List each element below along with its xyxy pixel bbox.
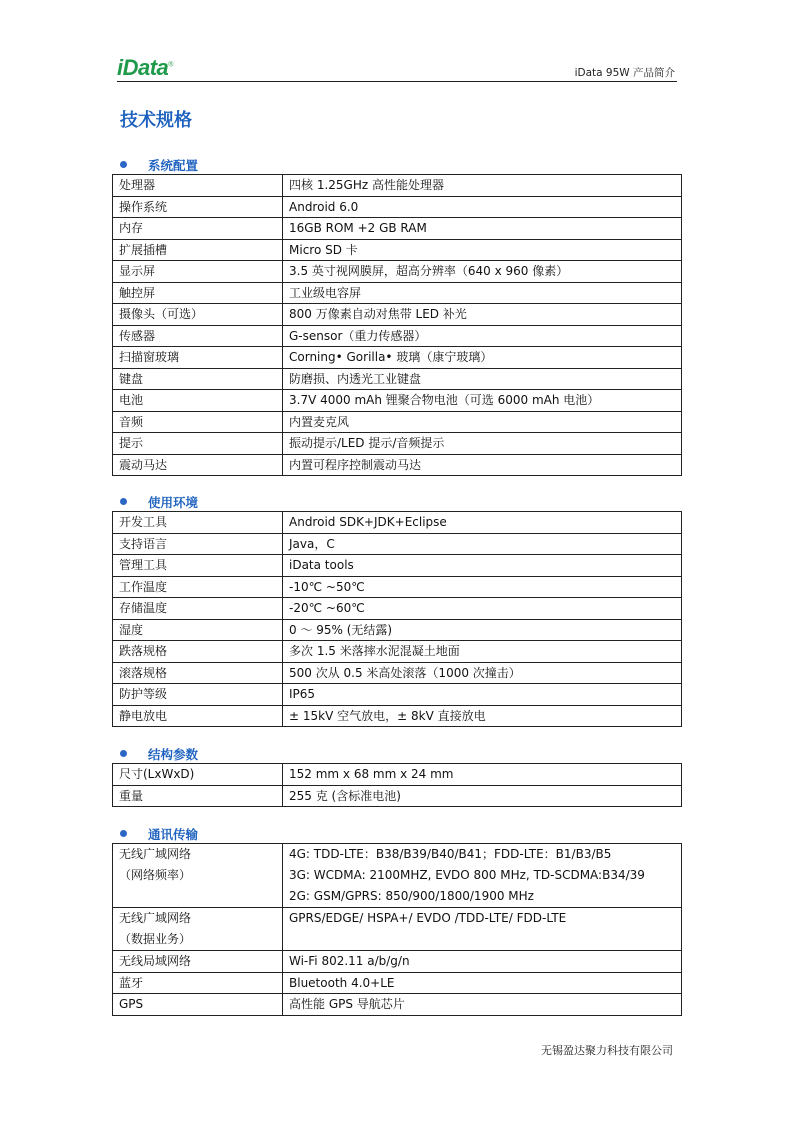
document-title: iData 95W 产品简介 [574, 67, 675, 79]
spec-label: 摄像头（可选） [113, 304, 283, 326]
table-row [113, 411, 682, 433]
spec-value: iData tools [283, 555, 682, 577]
spec-label: 湿度 [113, 619, 283, 641]
table-row [113, 325, 682, 347]
spec-label: 工作温度 [113, 576, 283, 598]
table-row [113, 454, 682, 476]
table-row [113, 390, 682, 412]
spec-table [112, 843, 682, 1016]
spec-value: Android SDK+JDK+Eclipse [283, 512, 682, 534]
spec-label-line: 无线广域网络 [119, 911, 192, 925]
spec-label: 处理器 [113, 175, 283, 197]
table-row [113, 347, 682, 369]
spec-value: 3.7V 4000 mAh 锂聚合物电池（可选 6000 mAh 电池） [283, 390, 682, 412]
spec-label: 扫描窗玻璃 [113, 347, 283, 369]
spec-label-line: 无线广域网络 [119, 847, 192, 861]
table-row [113, 555, 682, 577]
table-row [113, 282, 682, 304]
table-row [113, 951, 682, 973]
spec-label: 无线局域网络 [113, 951, 283, 973]
spec-value [283, 844, 682, 908]
section-heading [112, 825, 681, 843]
spec-value: 内置麦克风 [283, 411, 682, 433]
table-row [113, 304, 682, 326]
spec-table [112, 763, 682, 807]
bullet-icon [120, 161, 127, 168]
page-title: 技术规格 [120, 110, 192, 131]
spec-label [113, 908, 283, 951]
spec-value-line: 4G: TDD-LTE：B38/B39/B40/B41；FDD-LTE：B1/B3/B5 [289, 847, 612, 861]
spec-value: 16GB ROM +2 GB RAM [283, 218, 682, 240]
table-row [113, 908, 682, 951]
spec-value: -20℃ ~60℃ [283, 598, 682, 620]
spec-label: 防护等级 [113, 684, 283, 706]
spec-value: 防磨损、内透光工业键盘 [283, 368, 682, 390]
spec-label: 内存 [113, 218, 283, 240]
spec-value: 内置可程序控制震动马达 [283, 454, 682, 476]
spec-table [112, 511, 682, 727]
table-row [113, 785, 682, 807]
section-structure [112, 745, 681, 807]
table-row [113, 239, 682, 261]
spec-value: 152 mm x 68 mm x 24 mm [283, 764, 682, 786]
spec-value: Wi-Fi 802.11 a/b/g/n [283, 951, 682, 973]
spec-table [112, 174, 682, 476]
table-row [113, 662, 682, 684]
bullet-icon [120, 830, 127, 837]
idata-logo: iData® [117, 55, 173, 80]
spec-label: 管理工具 [113, 555, 283, 577]
table-row [113, 598, 682, 620]
table-row [113, 684, 682, 706]
spec-label: 触控屏 [113, 282, 283, 304]
spec-label: 跌落规格 [113, 641, 283, 663]
spec-value: 3.5 英寸视网膜屏，超高分辨率（640 x 960 像素） [283, 261, 682, 283]
spec-value: 800 万像素自动对焦带 LED 补光 [283, 304, 682, 326]
table-row [113, 994, 682, 1016]
spec-value: 500 次从 0.5 米高处滚落（1000 次撞击） [283, 662, 682, 684]
spec-label: 显示屏 [113, 261, 283, 283]
section-title: 结构参数 [148, 747, 199, 762]
table-row [113, 705, 682, 727]
spec-label-line: （数据业务） [119, 932, 192, 946]
spec-value-line: 2G: GSM/GPRS: 850/900/1800/1900 MHz [289, 889, 534, 903]
spec-value: 0 ～ 95% (无结露) [283, 619, 682, 641]
table-row [113, 512, 682, 534]
table-row [113, 261, 682, 283]
bullet-icon [120, 498, 127, 505]
section-environment [112, 493, 681, 727]
spec-value [283, 908, 682, 951]
section-heading [112, 156, 681, 174]
spec-label: 键盘 [113, 368, 283, 390]
table-row [113, 433, 682, 455]
table-row [113, 533, 682, 555]
company-footer: 无锡盈达聚力科技有限公司 [541, 1044, 673, 1057]
spec-value: 多次 1.5 米落摔水泥混凝土地面 [283, 641, 682, 663]
section-heading [112, 493, 681, 511]
section-title: 通讯传输 [148, 827, 199, 842]
spec-value: IP65 [283, 684, 682, 706]
spec-label: 电池 [113, 390, 283, 412]
section-communication [112, 825, 681, 1016]
table-row [113, 218, 682, 240]
spec-label: 重量 [113, 785, 283, 807]
section-title: 使用环境 [148, 495, 199, 510]
spec-label: 扩展插槽 [113, 239, 283, 261]
spec-label: 静电放电 [113, 705, 283, 727]
section-system-config [112, 156, 681, 476]
spec-value: Corning• Gorilla• 玻璃（康宁玻璃） [283, 347, 682, 369]
spec-label: GPS [113, 994, 283, 1016]
spec-value: G-sensor（重力传感器） [283, 325, 682, 347]
table-row [113, 641, 682, 663]
spec-value: 四核 1.25GHz 高性能处理器 [283, 175, 682, 197]
spec-value: 工业级电容屏 [283, 282, 682, 304]
spec-value-line: GPRS/EDGE/ HSPA+/ EVDO /TDD-LTE/ FDD-LTE [289, 911, 567, 925]
spec-value: 高性能 GPS 导航芯片 [283, 994, 682, 1016]
table-row [113, 196, 682, 218]
section-title: 系统配置 [148, 158, 199, 173]
table-row [113, 175, 682, 197]
spec-value: Micro SD 卡 [283, 239, 682, 261]
page-header [117, 55, 677, 82]
spec-value: Android 6.0 [283, 196, 682, 218]
spec-label: 尺寸(LxWxD) [113, 764, 283, 786]
table-row [113, 368, 682, 390]
spec-label: 支持语言 [113, 533, 283, 555]
spec-label [113, 844, 283, 908]
spec-value: 振动提示/LED 提示/音频提示 [283, 433, 682, 455]
spec-label: 蓝牙 [113, 972, 283, 994]
spec-label: 操作系统 [113, 196, 283, 218]
spec-label: 开发工具 [113, 512, 283, 534]
table-row [113, 972, 682, 994]
section-heading [112, 745, 681, 763]
spec-value-line: 3G: WCDMA: 2100MHZ, EVDO 800 MHz, TD-SCDMA:B34/39 [289, 868, 645, 882]
bullet-icon [120, 750, 127, 757]
spec-value: Bluetooth 4.0+LE [283, 972, 682, 994]
table-row [113, 619, 682, 641]
spec-label-line: （网络频率） [119, 868, 192, 882]
table-row [113, 764, 682, 786]
table-row [113, 576, 682, 598]
spec-value: 255 克 (含标准电池) [283, 785, 682, 807]
table-row [113, 844, 682, 908]
spec-value: ± 15kV 空气放电，± 8kV 直接放电 [283, 705, 682, 727]
spec-label: 滚落规格 [113, 662, 283, 684]
spec-label: 传感器 [113, 325, 283, 347]
spec-label: 提示 [113, 433, 283, 455]
spec-label: 震动马达 [113, 454, 283, 476]
spec-label: 存储温度 [113, 598, 283, 620]
spec-label: 音频 [113, 411, 283, 433]
spec-value: Java，C [283, 533, 682, 555]
spec-value: -10℃ ~50℃ [283, 576, 682, 598]
